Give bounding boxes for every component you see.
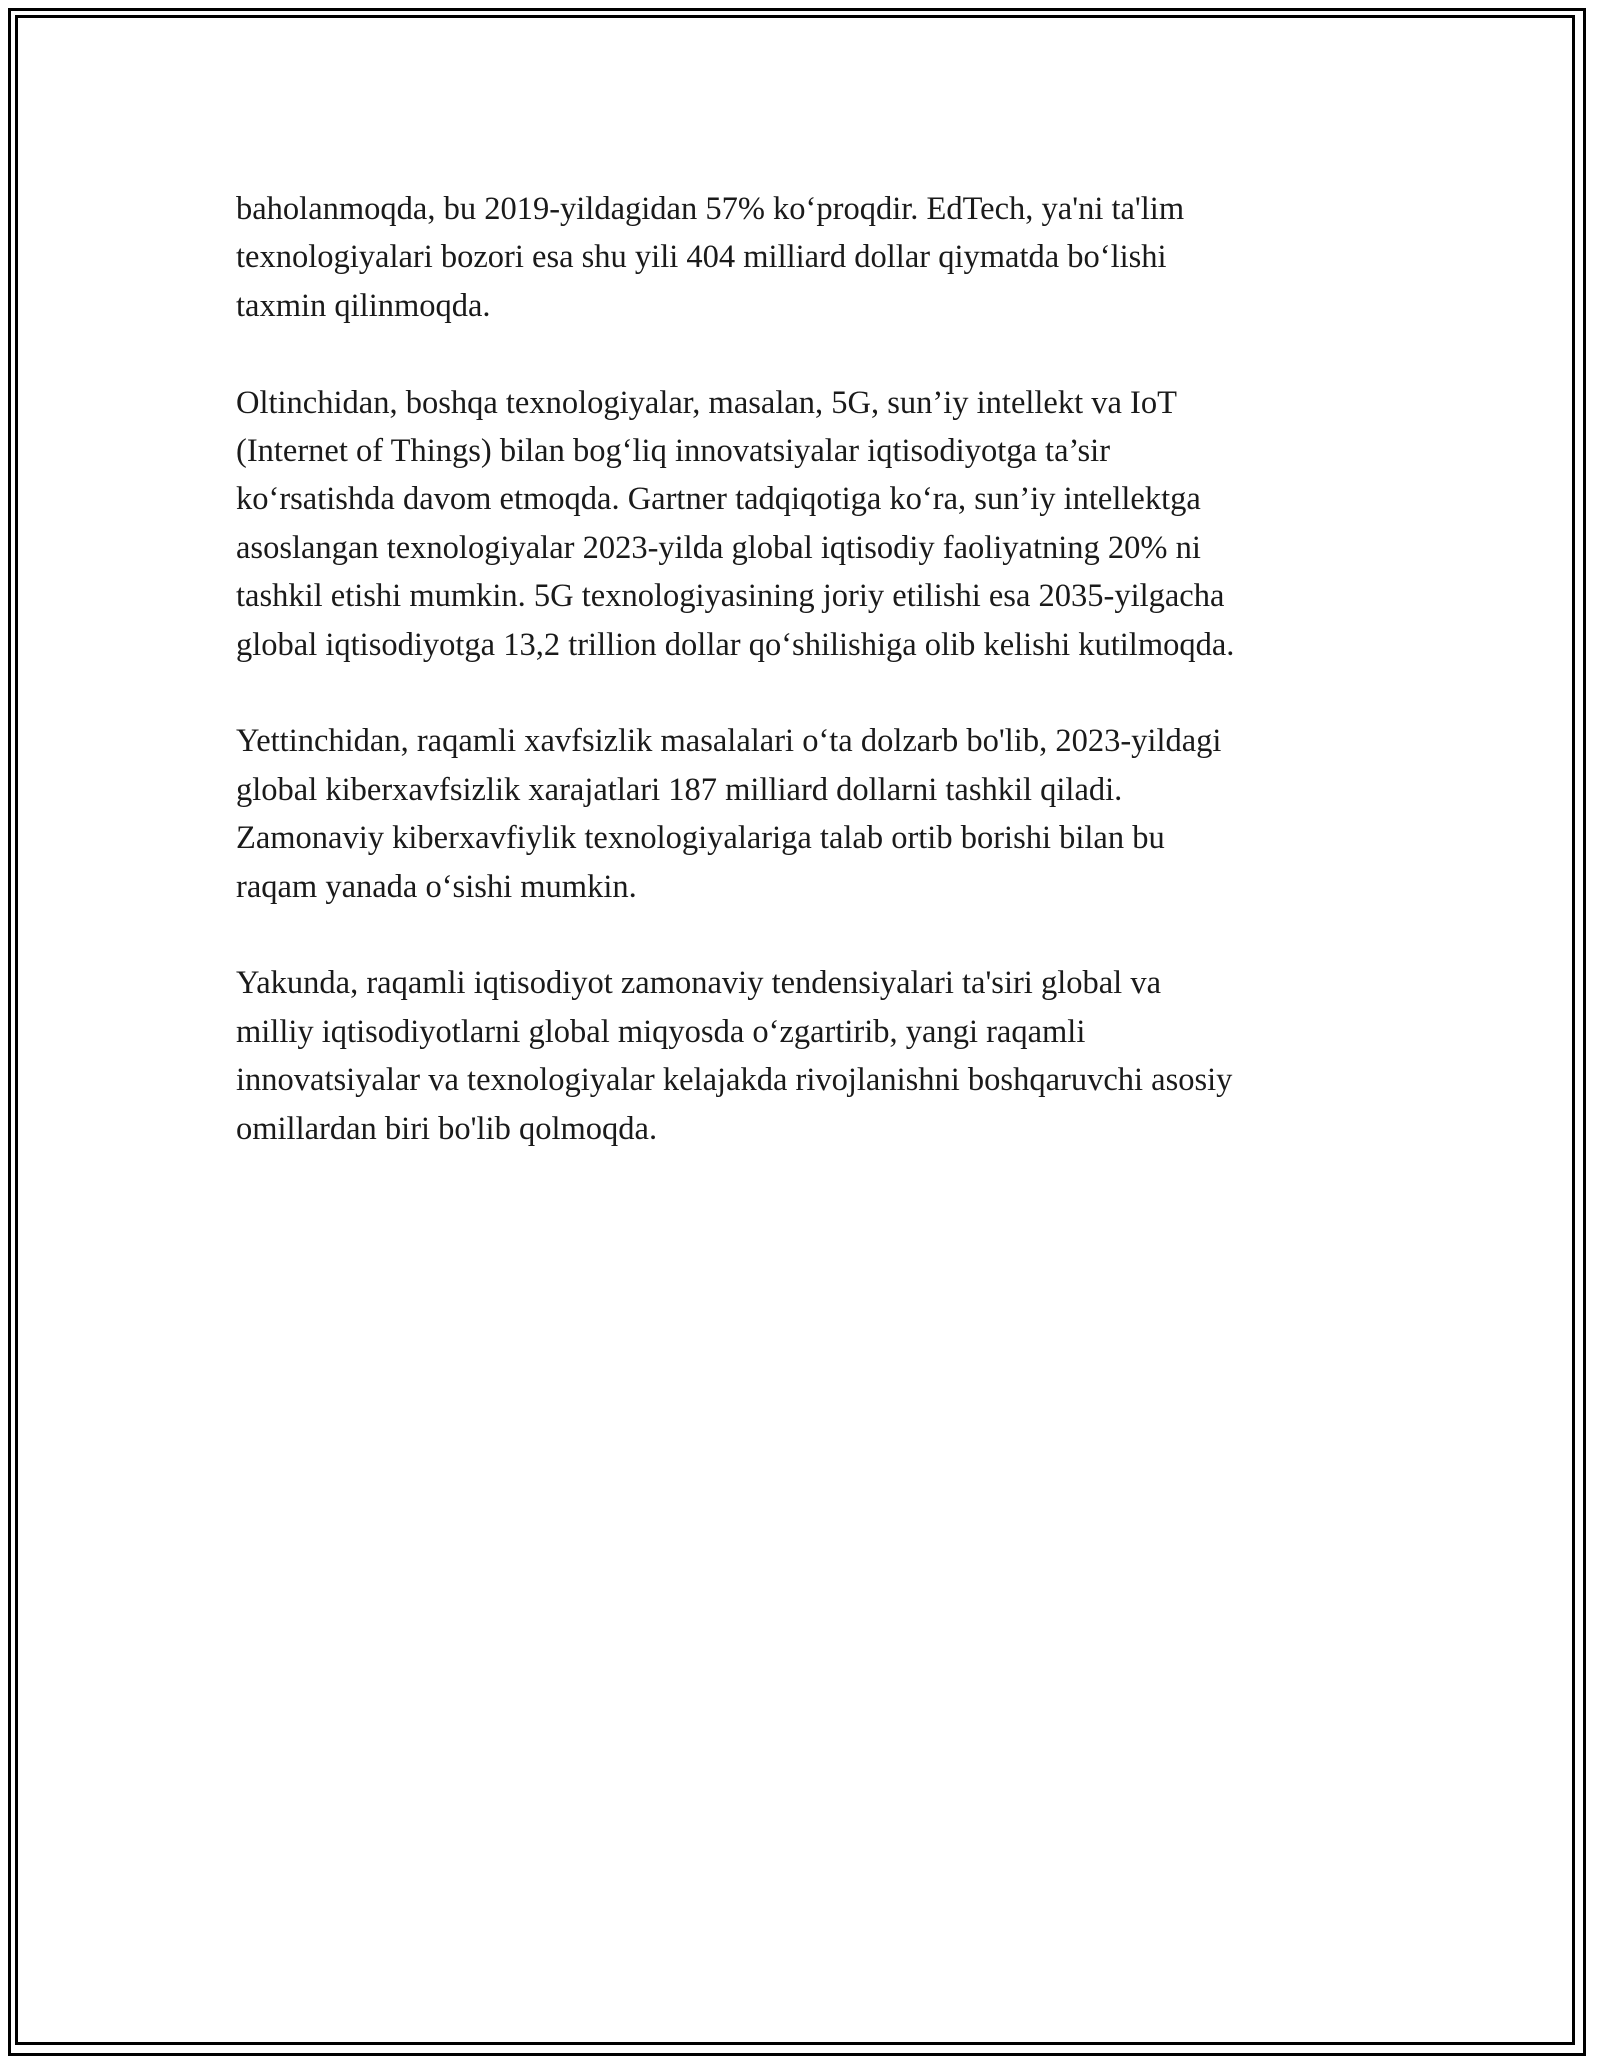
text-line: global iqtisodiyotga 13,2 trillion dollar qoʻshilishiga olib kelishi kutilmoqda. <box>236 626 1235 663</box>
text-line: Zamonaviy kiberxavfiylik texnologiyalariga talab ortib borishi bilan bu <box>236 820 1165 857</box>
text-line: tashkil etishi mumkin. 5G texnologiyasining joriy etilishi esa 2035-yilgacha <box>236 578 1225 615</box>
text-line: innovatsiyalar va texnologiyalar kelajakda rivojlanishni boshqaruvchi asosiy <box>236 1062 1233 1099</box>
text-line: milliy iqtisodiyotlarni global miqyosda oʻzgartirib, yangi raqamli <box>236 1013 1086 1050</box>
paragraph-edtech <box>236 185 1386 330</box>
text-line: (Internet of Things) bilan bogʻliq innovatsiyalar iqtisodiyotga ta’sir <box>236 433 1111 470</box>
text-line: Yakunda, raqamli iqtisodiyot zamonaviy tendensiyalari ta'siri global va <box>236 965 1161 1002</box>
paragraph-yettinchidan <box>236 717 1386 911</box>
text-line: baholanmoqda, bu 2019-yildagidan 57% koʻproqdir. EdTech, ya'ni ta'lim <box>236 191 1185 227</box>
paragraph-yakunda <box>236 959 1386 1153</box>
text-line: asoslangan texnologiyalar 2023-yilda global iqtisodiy faoliyatning 20% ni <box>236 529 1201 566</box>
text-line: taxmin qilinmoqda. <box>236 287 491 324</box>
document-body <box>236 185 1386 1201</box>
text-line: omillardan biri bo'lib qolmoqda. <box>236 1110 658 1147</box>
text-line: texnologiyalari bozori esa shu yili 404 milliard dollar qiymatda boʻlishi <box>236 239 1167 276</box>
paragraph-oltinchidan <box>236 379 1386 669</box>
text-line: Oltinchidan, boshqa texnologiyalar, masalan, 5G, sun’iy intellekt va IoT <box>236 384 1177 421</box>
text-line: Yettinchidan, raqamli xavfsizlik masalalari oʻta dolzarb bo'lib, 2023-yildagi <box>236 723 1222 760</box>
text-line: raqam yanada oʻsishi mumkin. <box>236 868 637 905</box>
text-line: global kiberxavfsizlik xarajatlari 187 milliard dollarni tashkil qiladi. <box>236 771 1123 808</box>
text-line: koʻrsatishda davom etmoqda. Gartner tadqiqotiga koʻra, sun’iy intellektga <box>236 481 1201 518</box>
